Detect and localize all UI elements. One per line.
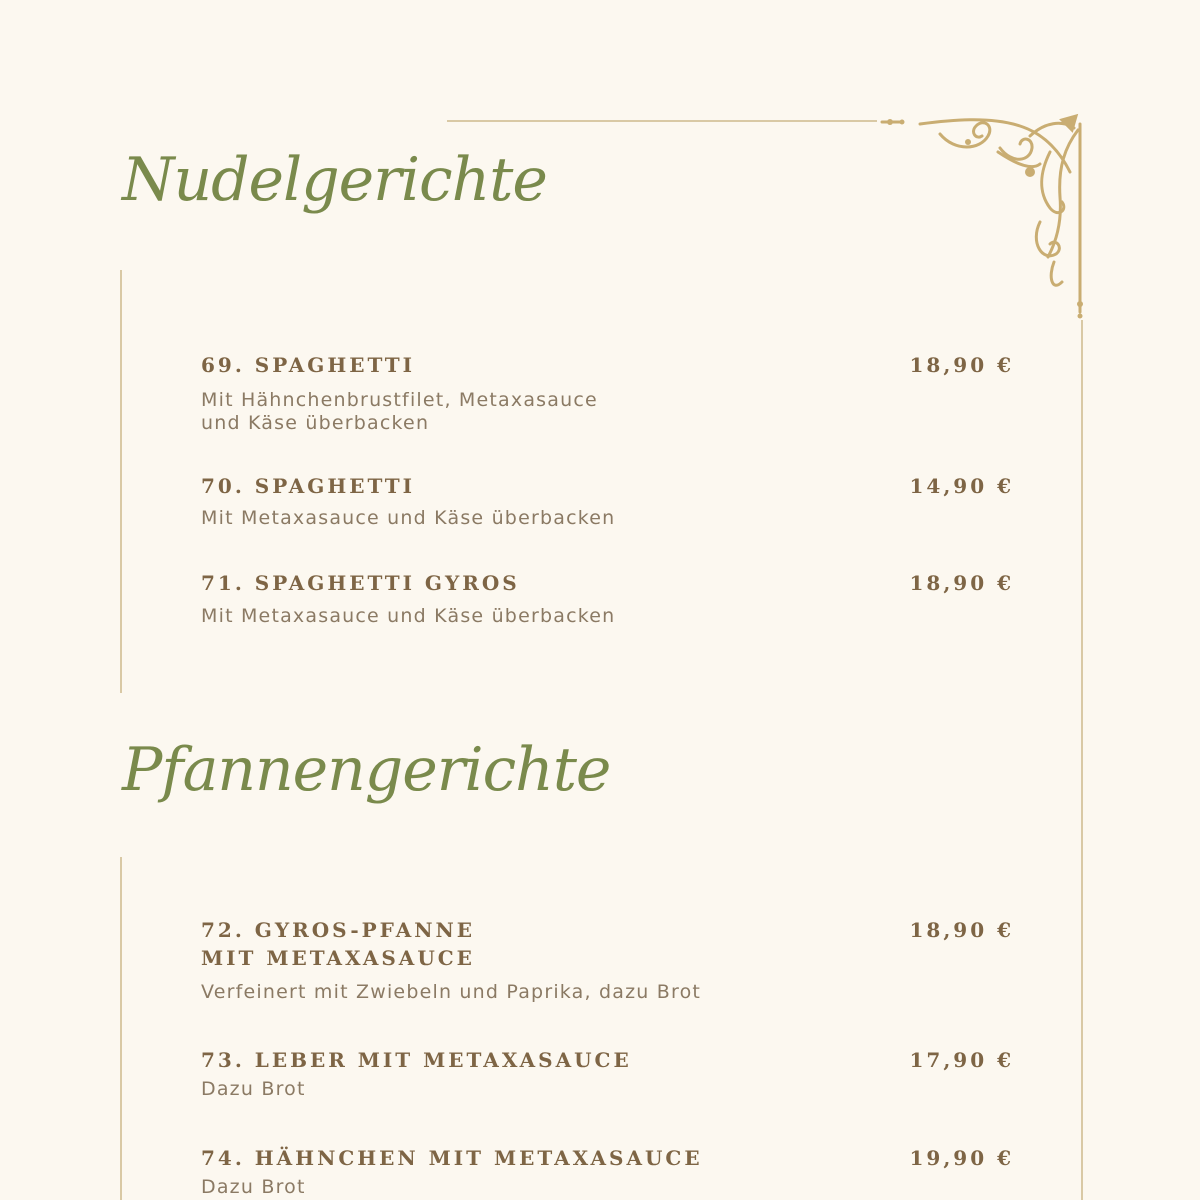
- menu-item-description: Verfeinert mit Zwiebeln und Paprika, dazu Brot: [201, 981, 702, 1003]
- menu-item-price: 18,90 €: [909, 571, 1014, 595]
- menu-item-price: 14,90 €: [909, 474, 1014, 498]
- section-title-pfannengerichte: Pfannengerichte: [122, 735, 611, 805]
- menu-item-name: 69. SPAGHETTI: [201, 353, 415, 377]
- menu-item-price: 18,90 €: [909, 353, 1014, 377]
- right-border-line: [1081, 320, 1083, 1200]
- menu-item-price: 17,90 €: [909, 1048, 1014, 1072]
- menu-item-name: 74. HÄHNCHEN MIT METAXASAUCE: [201, 1146, 703, 1170]
- section-title-nudelgerichte: Nudelgerichte: [122, 145, 547, 215]
- menu-item-description: Mit Metaxasauce und Käse überbacken: [201, 605, 616, 627]
- menu-item-description: Mit Hähnchenbrustfilet, Metaxasauce und Käse überbacken: [201, 389, 598, 434]
- menu-item-description: Mit Metaxasauce und Käse überbacken: [201, 507, 616, 529]
- section-1-left-line: [120, 270, 122, 693]
- menu-item-name: 73. LEBER MIT METAXASAUCE: [201, 1048, 632, 1072]
- menu-item-price: 18,90 €: [909, 918, 1014, 942]
- menu-item-name: 71. SPAGHETTI GYROS: [201, 571, 520, 595]
- section-2-left-line: [120, 857, 122, 1200]
- corner-ornament-icon: [880, 112, 1090, 322]
- menu-item-description: Dazu Brot: [201, 1078, 306, 1100]
- top-border-line: [447, 120, 877, 122]
- menu-item-price: 19,90 €: [909, 1146, 1014, 1170]
- menu-item-name: 70. SPAGHETTI: [201, 474, 415, 498]
- menu-item-name: 72. GYROS-PFANNE MIT METAXASAUCE: [201, 918, 476, 970]
- menu-item-description: Dazu Brot: [201, 1176, 306, 1198]
